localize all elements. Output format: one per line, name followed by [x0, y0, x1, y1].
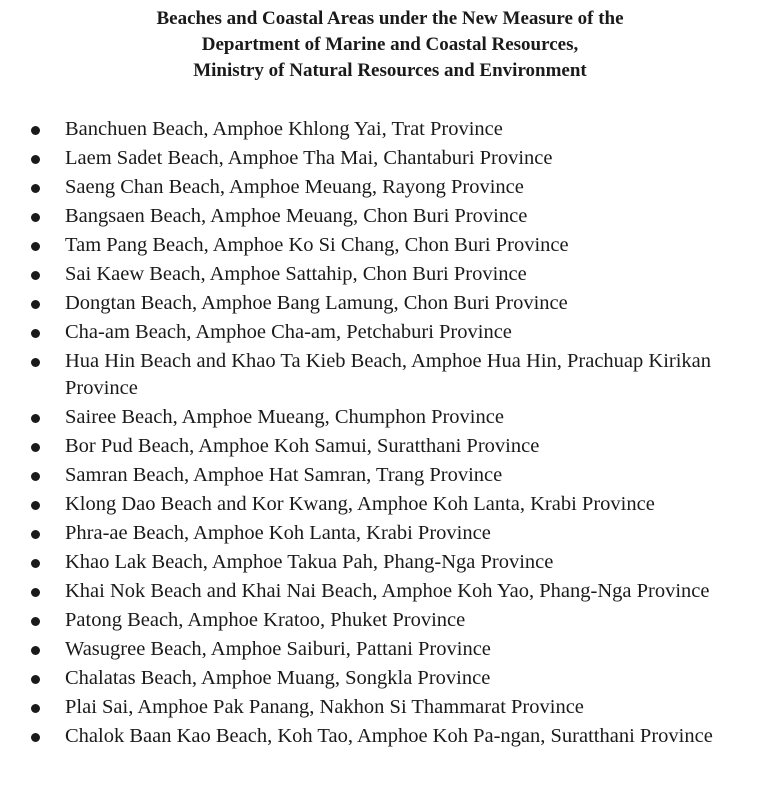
list-item-text: Khai Nok Beach and Khai Nai Beach, Amphoe Koh Yao, Phang-Nga Province: [65, 580, 710, 602]
list-item: [0, 174, 760, 201]
bullet-icon: [31, 126, 40, 135]
title-line-1: Beaches and Coastal Areas under the New Measure of the: [156, 8, 624, 29]
list-item: [0, 462, 760, 489]
list-item: [0, 404, 760, 431]
list-item-text: Klong Dao Beach and Kor Kwang, Amphoe Koh Lanta, Krabi Province: [65, 493, 655, 515]
bullet-icon: [31, 472, 40, 481]
list-item-text: Wasugree Beach, Amphoe Saiburi, Pattani Province: [65, 638, 491, 660]
list-item-text: Saeng Chan Beach, Amphoe Meuang, Rayong Province: [65, 176, 524, 198]
list-item: [0, 433, 760, 460]
bullet-icon: [31, 300, 40, 309]
list-item-text: Tam Pang Beach, Amphoe Ko Si Chang, Chon Buri Province: [65, 234, 569, 256]
bullet-icon: [31, 155, 40, 164]
list-item-text: Banchuen Beach, Amphoe Khlong Yai, Trat Province: [65, 118, 503, 140]
list-item: [0, 520, 760, 547]
bullet-icon: [31, 501, 40, 510]
bullet-icon: [31, 184, 40, 193]
bullet-icon: [31, 213, 40, 222]
beach-list: [0, 116, 760, 752]
list-item-text: Phra-ae Beach, Amphoe Koh Lanta, Krabi Province: [65, 522, 491, 544]
bullet-icon: [31, 704, 40, 713]
bullet-icon: [31, 271, 40, 280]
document-title: [0, 6, 760, 84]
list-item: [0, 232, 760, 259]
list-item-text: Dongtan Beach, Amphoe Bang Lamung, Chon Buri Province: [65, 292, 568, 314]
list-item-text: Laem Sadet Beach, Amphoe Tha Mai, Chantaburi Province: [65, 147, 553, 169]
list-item: [0, 694, 760, 721]
list-item-text: Patong Beach, Amphoe Kratoo, Phuket Province: [65, 609, 466, 631]
list-item: [0, 665, 760, 692]
list-item: [0, 578, 760, 605]
list-item-text: Bangsaen Beach, Amphoe Meuang, Chon Buri Province: [65, 205, 528, 227]
list-item-text: Sai Kaew Beach, Amphoe Sattahip, Chon Buri Province: [65, 263, 527, 285]
list-item-text: Bor Pud Beach, Amphoe Koh Samui, Suratthani Province: [65, 435, 540, 457]
bullet-icon: [31, 242, 40, 251]
bullet-icon: [31, 646, 40, 655]
list-item: [0, 607, 760, 634]
list-item: [0, 491, 760, 518]
list-item: [0, 636, 760, 663]
list-item: [0, 203, 760, 230]
bullet-icon: [31, 358, 40, 367]
list-item-text: Chalok Baan Kao Beach, Koh Tao, Amphoe Koh Pa-ngan, Suratthani Province: [65, 725, 713, 747]
list-item: [0, 723, 760, 750]
bullet-icon: [31, 559, 40, 568]
title-line-3: Ministry of Natural Resources and Environment: [193, 60, 587, 81]
list-item-text: Samran Beach, Amphoe Hat Samran, Trang Province: [65, 464, 503, 486]
list-item-text: Chalatas Beach, Amphoe Muang, Songkla Province: [65, 667, 491, 689]
bullet-icon: [31, 617, 40, 626]
bullet-icon: [31, 675, 40, 684]
list-item: [0, 549, 760, 576]
list-item: [0, 290, 760, 317]
list-item-text: Khao Lak Beach, Amphoe Takua Pah, Phang-Nga Province: [65, 551, 554, 573]
title-line-2: Department of Marine and Coastal Resources,: [201, 34, 579, 55]
bullet-icon: [31, 530, 40, 539]
list-item-text: Sairee Beach, Amphoe Mueang, Chumphon Province: [65, 406, 504, 428]
bullet-icon: [31, 443, 40, 452]
bullet-icon: [31, 733, 40, 742]
list-item: [0, 261, 760, 288]
list-item-text: Cha-am Beach, Amphoe Cha-am, Petchaburi Province: [65, 321, 512, 343]
list-item: [0, 348, 760, 402]
bullet-icon: [31, 414, 40, 423]
bullet-icon: [31, 588, 40, 597]
list-item-text: Hua Hin Beach and Khao Ta Kieb Beach, Amphoe Hua Hin, Prachuap Kirikan Province: [65, 350, 712, 399]
bullet-icon: [31, 329, 40, 338]
list-item-text: Plai Sai, Amphoe Pak Panang, Nakhon Si Thammarat Province: [65, 696, 584, 718]
list-item: [0, 319, 760, 346]
list-item: [0, 145, 760, 172]
list-item: [0, 116, 760, 143]
